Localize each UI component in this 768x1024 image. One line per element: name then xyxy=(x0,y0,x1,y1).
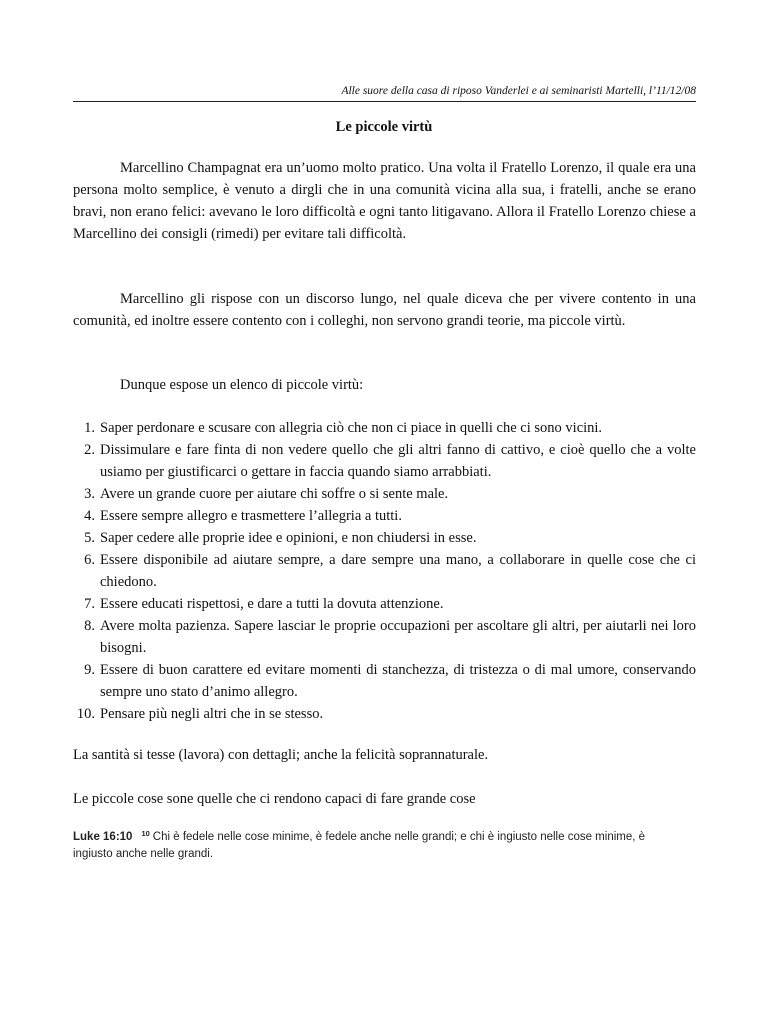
list-item-text: Essere disponibile ad aiutare sempre, a dare sempre una mano, a collaborare in quelle cose che ci chiedono. xyxy=(100,552,696,590)
list-item-text: Dissimulare e fare finta di non vedere quello che gli altri fanno di cattivo, e cioè quello che a volte usiamo per giustificarci o gettare in faccia quando siamo arrabbiati. xyxy=(100,442,696,480)
list-item-number: 5. xyxy=(84,530,95,546)
document-title: Le piccole virtù xyxy=(335,119,433,135)
virtues-list xyxy=(73,417,696,725)
list-item-text: Pensare più negli altri che in se stesso. xyxy=(100,706,324,722)
list-item-text: Saper cedere alle proprie idee e opinioni, e non chiudersi in esse. xyxy=(100,530,477,546)
scripture-reference: Luke 16:10 xyxy=(73,831,133,843)
list-item xyxy=(73,483,696,505)
verse-number: 10 xyxy=(141,829,150,838)
paragraph-list-intro: Dunque espose un elenco di piccole virtù: xyxy=(120,377,364,393)
paragraph-intro: Marcellino Champagnat era un’uomo molto pratico. Una volta il Fratello Lorenzo, il quale era una persona molto semplice, è venuto a dirgli che in una comunità vicina alla sua, i fratelli, anche se erano bravi, non erano felici: avevano le loro difficoltà e ogni tanto litigavano. Allora il Fratello Lorenzo chiese a Marcellino dei consigli (rimedi) per evitare tali difficoltà. xyxy=(73,160,696,242)
list-item xyxy=(73,703,696,725)
header-rule xyxy=(73,101,696,102)
header-dedication: Alle suore della casa di riposo Vanderlei e ai seminaristi Martelli, l’11/12/08 xyxy=(341,85,696,97)
list-item-number: 3. xyxy=(84,486,95,502)
paragraph-answer: Marcellino gli rispose con un discorso lungo, nel quale diceva che per vivere contento in una comunità, ed inoltre essere contento con i colleghi, non servono grandi teorie, ma piccole virtù. xyxy=(73,291,696,329)
list-item xyxy=(73,417,696,439)
list-item-number: 2. xyxy=(84,442,95,458)
list-item xyxy=(73,439,696,483)
list-item-number: 1. xyxy=(84,420,95,436)
scripture-quote xyxy=(73,825,673,863)
list-item-number: 4. xyxy=(84,508,95,524)
list-item-text: Saper perdonare e scusare con allegria ciò che non ci piace in quelli che ci sono vicini. xyxy=(100,420,603,436)
verse-text: Chi è fedele nelle cose minime, è fedele anche nelle grandi; e chi è ingiusto nelle cose minime, è ingiusto anche nelle grandi. xyxy=(73,831,646,860)
list-item-number: 6. xyxy=(84,552,95,568)
list-item-number: 8. xyxy=(84,618,95,634)
list-item xyxy=(73,549,696,593)
list-item xyxy=(73,615,696,659)
list-item xyxy=(73,593,696,615)
paragraph-holiness: La santità si tesse (lavora) con dettagli; anche la felicità soprannaturale. xyxy=(73,747,489,763)
list-item xyxy=(73,527,696,549)
list-item-number: 9. xyxy=(84,662,95,678)
list-item-text: Avere un grande cuore per aiutare chi soffre o si sente male. xyxy=(100,486,449,502)
list-item-number: 10. xyxy=(76,706,95,722)
list-item-text: Essere sempre allegro e trasmettere l’allegria a tutti. xyxy=(100,508,402,524)
list-item xyxy=(73,505,696,527)
list-item-text: Essere di buon carattere ed evitare momenti di stanchezza, di tristezza o di mal umore, conservando sempre uno stato d’animo allegro. xyxy=(100,662,696,700)
list-item-text: Essere educati rispettosi, e dare a tutti la dovuta attenzione. xyxy=(100,596,444,612)
list-item xyxy=(73,659,696,703)
list-item-text: Avere molta pazienza. Sapere lasciar le proprie occupazioni per ascoltare gli altri, per aiutarli nei loro bisogni. xyxy=(100,618,696,656)
paragraph-small-things: Le piccole cose sone quelle che ci rendono capaci di fare grande cose xyxy=(73,791,476,807)
list-item-number: 7. xyxy=(84,596,95,612)
